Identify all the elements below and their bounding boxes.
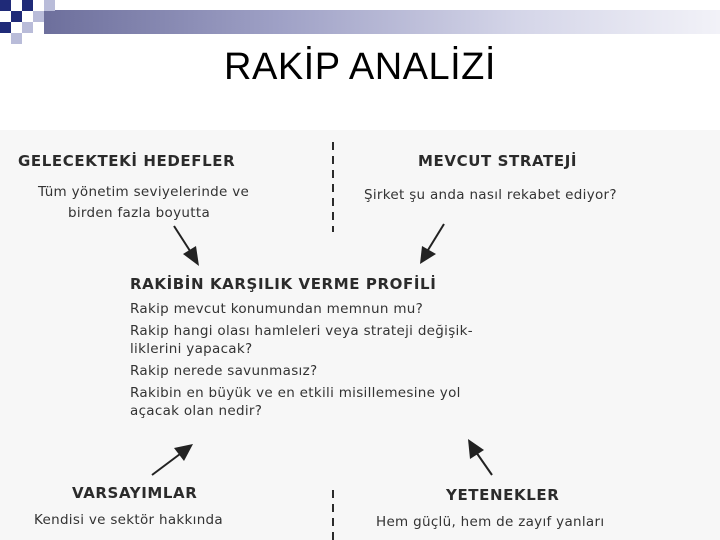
check-square (44, 0, 55, 11)
check-square (22, 0, 33, 11)
capabilities-heading: YETENEKLER (446, 486, 560, 504)
response-profile-heading: RAKİBİN KARŞILIK VERME PROFİLİ (130, 275, 437, 293)
checkered-squares-decoration (0, 0, 60, 50)
diagram-connectors (0, 130, 720, 540)
response-profile-item-line: Rakibin en büyük ve en etkili misillemesine yol (130, 385, 461, 401)
check-square (0, 0, 11, 11)
check-square (33, 11, 44, 22)
current-strategy-line: Şirket şu anda nasıl rekabet ediyor? (364, 187, 617, 203)
slide-title: RAKİP ANALİZİ (224, 46, 496, 88)
header-gradient-bar (44, 10, 720, 34)
future-goals-line: birden fazla boyutta (68, 205, 211, 221)
response-profile-item-line: Rakip hangi olası hamleleri veya strateji değişik- (130, 323, 473, 339)
assumptions-line: Kendisi ve sektör hakkında (34, 512, 223, 528)
response-profile-item-line: Rakip mevcut konumundan memnun mu? (130, 301, 424, 317)
response-profile-item-line: açacak olan nedir? (130, 403, 263, 419)
response-profile-item-line: Rakip nerede savunmasız? (130, 363, 318, 379)
arrow-strategy-to-profile (420, 224, 444, 264)
arrow-assumptions-to-profile (152, 444, 193, 475)
arrow-capabilities-to-profile (468, 439, 492, 475)
check-square (11, 11, 22, 22)
check-square (0, 22, 11, 33)
arrow-future-goals-to-profile (174, 226, 199, 266)
check-square (22, 22, 33, 33)
capabilities-line: Hem güçlü, hem de zayıf yanları (376, 514, 605, 530)
check-square (11, 33, 22, 44)
current-strategy-heading: MEVCUT STRATEJİ (418, 152, 578, 170)
future-goals-heading: GELECEKTEKİ HEDEFLER (18, 152, 236, 170)
assumptions-heading: VARSAYIMLAR (72, 484, 198, 502)
response-profile-item-line: liklerini yapacak? (130, 341, 253, 357)
future-goals-line: Tüm yönetim seviyelerinde ve (38, 184, 250, 200)
